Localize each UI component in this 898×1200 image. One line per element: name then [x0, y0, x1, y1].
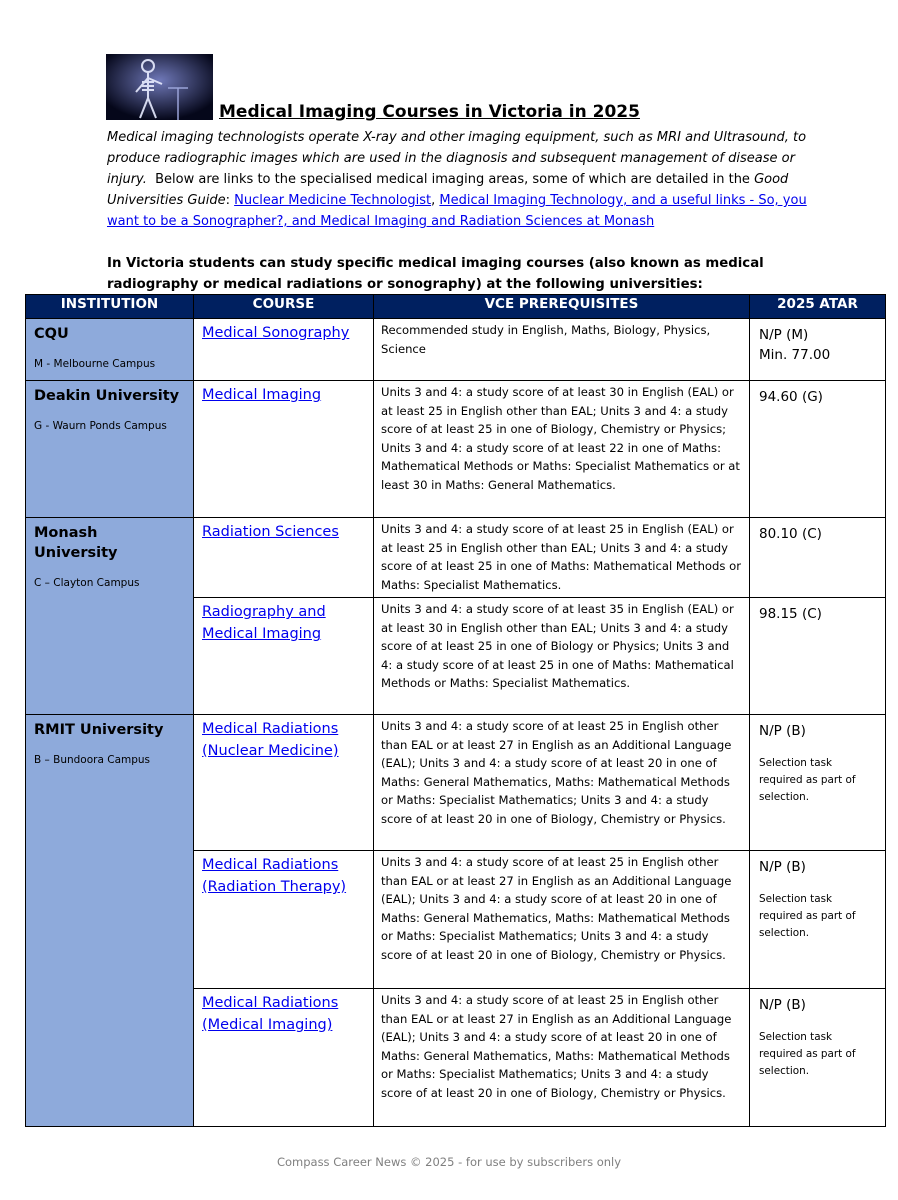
- atar-cell: 94.60 (G): [750, 381, 886, 518]
- link-medical-imaging-technology[interactable]: Medical Imaging Technology, and a useful links - So, you want to be a Sonographer?, and Medical Imaging and Radiation Sciences at Monash: [107, 193, 807, 229]
- prereq-cell: Units 3 and 4: a study score of at least 25 in English other than EAL or at least 27 in English as an Additional Language (EAL); Units 3 and 4: a study score of at least 20 in one of Maths: General Mathematics, Maths: Mathematical Methods or Maths: Specialist Mathematics; Units 3 and 4: a study score of at least 20 in one of Biology, Chemistry or Physics.: [374, 715, 750, 851]
- prereq-cell: Units 3 and 4: a study score of at least 25 in English other than EAL or at least 27 in English as an Additional Language (EAL); Units 3 and 4: a study score of at least 20 in one of Maths: General Mathematics, Maths: Mathematical Methods or Maths: Specialist Mathematics; Units 3 and 4: a study score of at least 20 in one of Biology, Chemistry or Physics.: [374, 989, 750, 1127]
- header-course: COURSE: [194, 295, 374, 319]
- course-link-radiation-sciences[interactable]: Radiation Sciences: [202, 524, 339, 540]
- xray-figure-logo: [106, 54, 213, 120]
- footer-copyright: Compass Career News © 2025 - for use by subscribers only: [276, 1155, 622, 1169]
- intro-colon: :: [225, 193, 230, 208]
- table-row: [26, 381, 886, 518]
- institution-name: CQU: [34, 326, 69, 342]
- institution-name: Deakin University: [34, 388, 180, 404]
- table-header-row: [26, 295, 886, 319]
- course-link-nuclear-medicine[interactable]: Medical Radiations (Nuclear Medicine): [202, 721, 339, 759]
- link-nuclear-medicine-technologist[interactable]: Nuclear Medicine Technologist: [234, 193, 432, 208]
- campus-label: B – Bundoora Campus: [34, 754, 151, 766]
- prereq-cell: Recommended study in English, Maths, Biology, Physics, Science: [374, 319, 750, 381]
- course-link-radiation-therapy[interactable]: Medical Radiations (Radiation Therapy): [202, 857, 347, 895]
- atar-value: N/P (B): [759, 723, 806, 739]
- intro-text: Below are links to the specialised medical imaging areas, some of which are detailed in the: [155, 172, 750, 187]
- atar-cell: [750, 319, 886, 381]
- atar-cell: 98.15 (C): [750, 598, 886, 715]
- atar-value: N/P (M): [759, 327, 809, 343]
- intro-comma: ,: [431, 193, 436, 208]
- selection-note: Selection task required as part of selection.: [759, 1031, 856, 1077]
- table-row: [26, 319, 886, 381]
- atar-cell: [750, 715, 886, 851]
- course-cell: [194, 319, 374, 381]
- header-atar: 2025 ATAR: [750, 295, 886, 319]
- atar-cell: 80.10 (C): [750, 518, 886, 598]
- institution-name: Monash University: [34, 525, 118, 561]
- intro-paragraph: [107, 127, 807, 232]
- course-cell: [194, 989, 374, 1127]
- course-cell: [194, 715, 374, 851]
- header-institution: INSTITUTION: [26, 295, 194, 319]
- atar-min: Min. 77.00: [759, 347, 831, 363]
- prereq-cell: Units 3 and 4: a study score of at least 30 in English (EAL) or at least 25 in English other than EAL; Units 3 and 4: a study score of at least 25 in one of Biology, Chemistry or Physics; Units 3 and 4: a study score of at least 22 in one of Maths: Mathematical Methods or Maths: Specialist Mathematics or at least 30 in Maths: General Mathematics.: [374, 381, 750, 518]
- institution-cell-monash: [26, 518, 194, 715]
- institution-cell-cqu: [26, 319, 194, 381]
- course-link-radiography-medical-imaging[interactable]: Radiography and Medical Imaging: [202, 604, 326, 642]
- table-row: [26, 518, 886, 598]
- atar-cell: [750, 851, 886, 989]
- course-cell: [194, 598, 374, 715]
- campus-label: G - Waurn Ponds Campus: [34, 420, 167, 432]
- table-row: [26, 715, 886, 851]
- course-cell: [194, 381, 374, 518]
- atar-value: N/P (B): [759, 859, 806, 875]
- atar-cell: [750, 989, 886, 1127]
- course-link-medical-imaging[interactable]: Medical Imaging: [202, 387, 322, 403]
- prereq-cell: Units 3 and 4: a study score of at least 25 in English other than EAL or at least 27 in English as an Additional Language (EAL); Units 3 and 4: a study score of at least 20 in one of Maths: General Mathematics, Maths: Mathematical Methods or Maths: Specialist Mathematics; Units 3 and 4: a study score of at least 20 in one of Biology, Chemistry or Physics.: [374, 851, 750, 989]
- courses-table: [25, 294, 886, 1127]
- institution-name: RMIT University: [34, 722, 164, 738]
- selection-note: Selection task required as part of selection.: [759, 893, 856, 939]
- course-link-medical-imaging-rmit[interactable]: Medical Radiations (Medical Imaging): [202, 995, 339, 1033]
- institution-cell-rmit: [26, 715, 194, 1127]
- course-cell: [194, 851, 374, 989]
- guide-name: Good Universities Guide: [107, 172, 789, 208]
- intro-italic-text: Medical imaging technologists operate X-ray and other imaging equipment, such as MRI and Ultrasound, to produce radiographic images which are used in the diagnosis and subsequent management of disease or injury.: [107, 130, 807, 187]
- institution-cell-deakin: [26, 381, 194, 518]
- page-title: Medical Imaging Courses in Victoria in 2025: [219, 102, 640, 122]
- header-vce-prerequisites: VCE PREREQUISITES: [374, 295, 750, 319]
- header: [106, 54, 898, 124]
- campus-label: C – Clayton Campus: [34, 577, 140, 589]
- lead-paragraph: In Victoria students can study specific medical imaging courses (also known as medical radiography or medical radiations or sonography) at the following universities:: [107, 256, 764, 292]
- prereq-cell: Units 3 and 4: a study score of at least 25 in English (EAL) or at least 25 in English other than EAL; Units 3 and 4: a study score of at least 25 in one of Maths: Mathematical Methods or Maths: Specialist Mathematics.: [374, 518, 750, 598]
- prereq-cell: Units 3 and 4: a study score of at least 35 in English (EAL) or at least 30 in English other than EAL; Units 3 and 4: a study score of at least 25 in one of Biology or Physics; Units 3 and 4: a study score of at least 25 in one of Maths: Mathematical Methods or Maths: Specialist Mathematics.: [374, 598, 750, 715]
- campus-label: M - Melbourne Campus: [34, 358, 156, 370]
- selection-note: Selection task required as part of selection.: [759, 757, 856, 803]
- course-link-medical-sonography[interactable]: Medical Sonography: [202, 325, 350, 341]
- course-cell: [194, 518, 374, 598]
- atar-value: N/P (B): [759, 997, 806, 1013]
